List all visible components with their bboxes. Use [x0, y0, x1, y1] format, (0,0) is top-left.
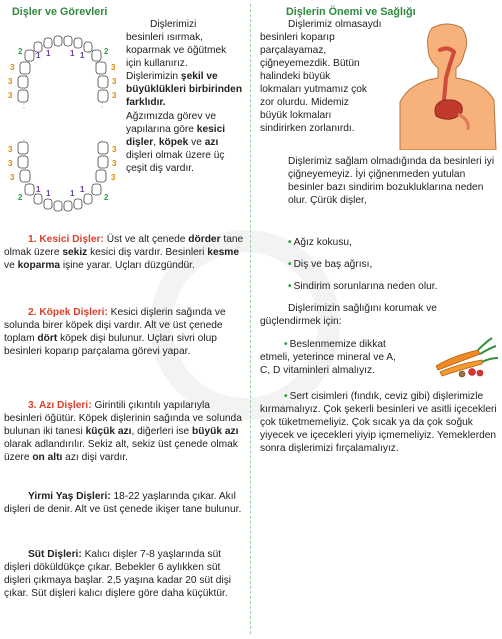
text-line: Dişlerimizi: [150, 19, 197, 30]
text-span: ve: [188, 137, 205, 148]
text-line: parçalayamaz,: [260, 45, 327, 56]
section-heading: 1. Kesici Dişler:: [28, 234, 104, 245]
text-line: lokmaları yutmamız çok: [260, 84, 367, 95]
tooth-number: 3: [10, 63, 15, 72]
bold-text: koparma: [17, 260, 61, 271]
bullet-text: Sindirim sorunlarına neden olur.: [293, 281, 438, 292]
section-heading: 3. Azı Dişleri:: [28, 400, 92, 411]
text-span: ve: [4, 260, 18, 271]
bullet-text: Ağız kokusu,: [293, 237, 352, 248]
tooth-number: 3: [111, 63, 116, 72]
bullet-text: Sert cisimleri (fındık, ceviz gibi) dişlerimizle kırmamalıyız. Çok şekerli besinleri ve asitli içecekleri çok tüketmemeliyiz. Çok sıcak ya da çok soğuk yiyecek ve içecekleri yiyip içmemeliyiz. Yemeklerden sonra dişlerimizi fırçalamalıyız.: [260, 391, 497, 454]
text-line: büyük lokmaları: [260, 110, 332, 121]
section-heading: Yirmi Yaş Dişleri:: [28, 491, 111, 502]
section-heading: 2. Köpek Dişleri:: [28, 307, 108, 318]
text-span: Girintili çıkıntılı yapılarıyla besinleri öğütür. Köpek dişlerinin sağında ve solunda bulunan iki tanesi: [4, 400, 242, 437]
tooth-number: 2: [18, 193, 23, 202]
tooth-number: 3: [8, 159, 13, 168]
tooth-number: 1: [80, 185, 85, 194]
molars-paragraph: [4, 399, 244, 464]
text-span: köpek dişi bulunur. Uçları sivri olup besinleri koparıp parçalama görevi yapar.: [4, 333, 217, 357]
milk-teeth-paragraph: [4, 548, 244, 600]
bold-text: kesici dişler: [126, 124, 226, 148]
bold-text: on altı: [32, 452, 63, 463]
text-line: için kullanırız.: [126, 58, 188, 69]
text-line: zor olurdu. Midemiz: [260, 97, 349, 108]
hard-objects-bullet: • Sert cisimleri (fındık, ceviz gibi) dişlerimizle kırmamalıyız. Çok şekerli besinleri ve asitli içecekleri çok tüketmemeliyiz. Çok sıcak ya da çok soğuk yiyecek ve içecekleri yiyip içmemeliyiz. Yemeklerden sonra dişlerimizi fırçalamalıyız.: [260, 391, 497, 454]
bold-text: büyük azı: [192, 426, 239, 437]
text-line: besinleri ısırmak,: [126, 32, 203, 43]
bullet-item: • Diş ve baş ağrısı,: [288, 259, 373, 270]
tooth-number: 1: [36, 185, 41, 194]
tooth-number: 3: [112, 77, 117, 86]
text-span: Ağzımızda görev ve yapılarına göre: [126, 111, 217, 135]
text-line: Dişlerimiz olmasaydı: [288, 19, 382, 30]
text-line: çiğneyemezdik. Bütün: [260, 58, 360, 69]
tooth-number: 1: [80, 51, 85, 60]
text-span: Dişlerimizin: [126, 71, 181, 82]
bold-text: azı: [204, 137, 219, 148]
bullet-text: Diş ve baş ağrısı,: [293, 259, 373, 270]
text-span: dişleri olmak üzere üç çeşit diş vardır.: [126, 150, 225, 174]
tooth-number: 3: [8, 145, 13, 154]
text-span: Dişlerimizin sağlığını korumak ve güçlendirmek için:: [260, 303, 437, 327]
text-line: koparmak ve öğütmek: [126, 45, 227, 56]
tooth-number: 3: [112, 91, 117, 100]
protection-paragraph: [260, 302, 496, 328]
digestive-system-illustration: [392, 20, 500, 150]
tooth-number: 1: [36, 51, 41, 60]
bold-text: küçük azı: [85, 426, 132, 437]
column-divider: [250, 4, 251, 634]
bold-text: dörder: [188, 234, 221, 245]
nutrition-bullet: • Beslenmemize dikkat etmeli, yeterince mineral ve A, C, D vitaminleri almalıyız.: [260, 339, 396, 376]
wisdom-teeth-paragraph: [4, 490, 244, 516]
health-paragraph: [260, 155, 500, 207]
tooth-number: 2: [104, 47, 109, 56]
bold-text: sekiz: [62, 247, 88, 258]
text-span: tane olmak üzere: [4, 234, 244, 258]
tooth-number: 3: [8, 91, 13, 100]
bold-text: şekil ve büyüklükleri birbirinden farklıdır.: [126, 71, 243, 108]
text-span: azı dişi vardır.: [62, 452, 129, 463]
tooth-number: 3: [10, 173, 15, 182]
text-span: Üst ve alt çenede: [103, 234, 189, 245]
tooth-number: 2: [104, 193, 109, 202]
section-title-health: Dişlerin Önemi ve Sağlığı: [286, 6, 416, 18]
tooth-number: 1: [70, 49, 75, 58]
section-title-teeth: Dişler ve Görevleri: [12, 6, 108, 18]
text-span: kesici diş vardır. Besinleri: [87, 247, 208, 258]
tooth-number: 1: [46, 49, 51, 58]
tooth-number: 3: [112, 145, 117, 154]
tooth-number: 1: [70, 189, 75, 198]
bold-text: dört: [37, 333, 58, 344]
teeth-diagram: [4, 24, 122, 224]
bullet-text: Beslenmemize dikkat etmeli, yeterince mineral ve A, C, D vitaminleri almalıyız.: [260, 339, 396, 376]
text-span: Kalıcı dişler 7-8 yaşlarında süt dişleri döküldükçe çıkar. Bebekler 6 aylıkken süt dişleri çıkmaya başlar. 2,5 yaşına kadar 20 süt dişi çıkar. Süt dişleri kalıcı dişlere göre daha küçüktür.: [4, 549, 232, 599]
text-span: işine yarar. Uçları düzgündür.: [60, 260, 195, 271]
section-heading: Süt Dişleri:: [28, 549, 82, 560]
text-span: 18-22 yaşlarında çıkar. Akıl dişleri de denir. Alt ve üst çenede ikişer tane bulunur.: [4, 491, 242, 515]
tooth-number: 3: [111, 173, 116, 182]
intro-paragraph: [126, 18, 244, 175]
text-line: sindirirken zorlanırdı.: [260, 123, 355, 134]
bullet-item: • Ağız kokusu,: [288, 237, 352, 248]
text-span: , diğerleri ise: [131, 426, 193, 437]
bold-text: kesme: [207, 247, 240, 258]
text-span: ,: [153, 137, 159, 148]
tooth-number: 3: [8, 77, 13, 86]
intro-paragraph-right: [260, 18, 396, 135]
text-span: Dişlerimiz sağlam olmadığında da besinleri iyi çiğneyemeyiz. İyi çiğnenmeden yutulan besinler bazı sindirim bozukluklarına neden olur. Çürük dişler,: [288, 156, 495, 206]
vegetables-illustration: [432, 336, 500, 378]
text-line: halindeki büyük: [260, 71, 331, 82]
canines-paragraph: [4, 306, 244, 358]
text-span: olarak adlandırılır. Sekiz alt, sekiz üst çenede olmak üzere: [4, 439, 238, 463]
bold-text: köpek: [158, 137, 189, 148]
text-span: Kesici dişlerin sağında ve solunda birer köpek dişi vardır. Alt ve üst çenede toplam: [4, 307, 226, 344]
bullet-item: • Sindirim sorunlarına neden olur.: [288, 281, 438, 292]
tooth-number: 2: [18, 47, 23, 56]
text-line: besinleri koparıp: [260, 32, 335, 43]
tooth-number: 3: [112, 159, 117, 168]
tooth-number: 1: [46, 189, 51, 198]
incisors-paragraph: [4, 233, 244, 272]
